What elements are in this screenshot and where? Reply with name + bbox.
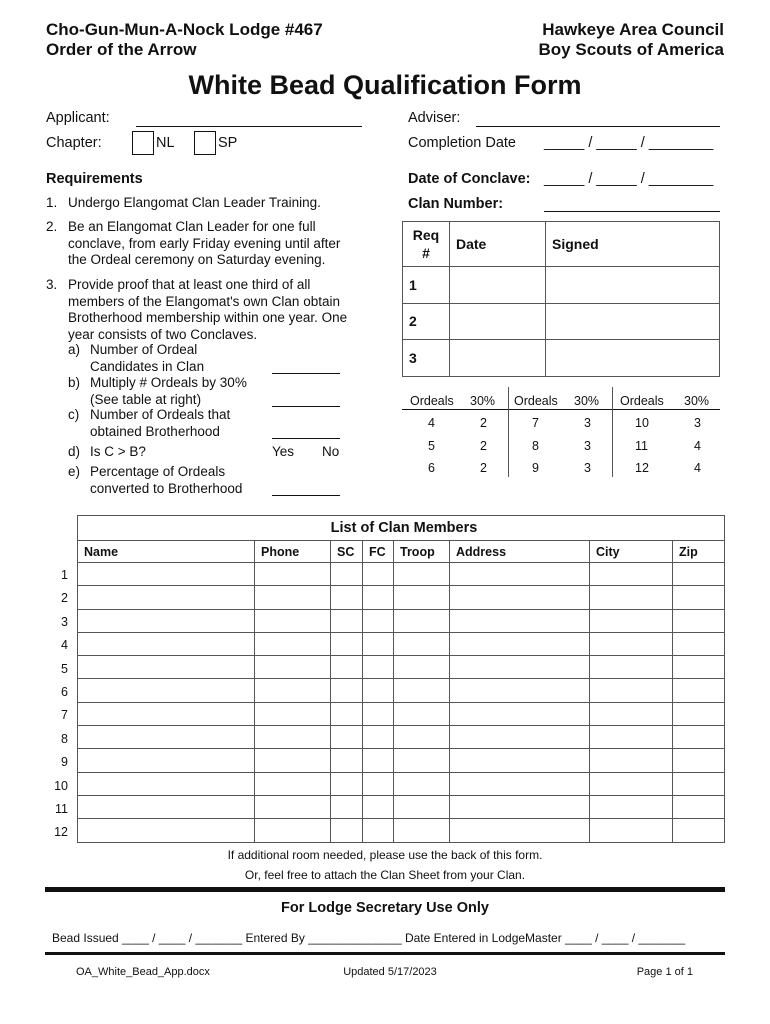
member-cell[interactable] bbox=[363, 702, 394, 725]
pct-value: 2 bbox=[480, 416, 487, 430]
table-row bbox=[78, 632, 725, 655]
row-number: 9 bbox=[61, 755, 68, 770]
member-cell[interactable] bbox=[331, 656, 363, 679]
pct-value: 4 bbox=[694, 439, 701, 453]
member-cell[interactable] bbox=[331, 632, 363, 655]
member-cell[interactable] bbox=[331, 609, 363, 632]
col-troop: Troop bbox=[394, 541, 450, 563]
ordeal-value: 8 bbox=[532, 439, 539, 453]
member-cell[interactable] bbox=[78, 819, 255, 842]
percentage-field[interactable] bbox=[272, 495, 340, 496]
table-row bbox=[78, 702, 725, 725]
yes-option[interactable]: Yes bbox=[272, 444, 295, 459]
ordeal-table-divider bbox=[508, 387, 509, 477]
member-cell[interactable] bbox=[450, 656, 590, 679]
member-cell[interactable] bbox=[673, 795, 725, 818]
member-cell[interactable] bbox=[673, 749, 725, 772]
member-cell[interactable] bbox=[673, 586, 725, 609]
member-cell[interactable] bbox=[78, 632, 255, 655]
member-cell[interactable] bbox=[590, 586, 673, 609]
footer-filename: OA_White_Bead_App.docx bbox=[76, 966, 210, 978]
table-row bbox=[78, 609, 725, 632]
member-cell[interactable] bbox=[255, 819, 331, 842]
member-cell[interactable] bbox=[450, 702, 590, 725]
clan-members-table bbox=[77, 515, 725, 843]
member-cell[interactable] bbox=[78, 749, 255, 772]
table-row bbox=[78, 679, 725, 702]
member-cell[interactable] bbox=[450, 609, 590, 632]
ordeals-header: Ordeals bbox=[410, 394, 454, 408]
member-cell[interactable] bbox=[394, 726, 450, 749]
ordeal-value: 9 bbox=[532, 461, 539, 475]
bsa-name: Boy Scouts of America bbox=[538, 40, 724, 59]
footer-rule bbox=[45, 952, 725, 955]
date-header: Date bbox=[450, 222, 546, 267]
member-cell[interactable] bbox=[363, 586, 394, 609]
ordeal-value: 12 bbox=[635, 461, 649, 475]
member-cell[interactable] bbox=[450, 795, 590, 818]
member-cell[interactable] bbox=[255, 726, 331, 749]
row-number: 12 bbox=[54, 825, 68, 840]
table-row bbox=[78, 586, 725, 609]
conclave-date-field[interactable]: _____ / _____ / ________ bbox=[544, 171, 714, 187]
member-cell[interactable] bbox=[255, 586, 331, 609]
pct-header: 30% bbox=[470, 394, 496, 408]
date-cell[interactable] bbox=[450, 267, 546, 304]
pct-value: 3 bbox=[584, 416, 591, 430]
clan-table-title: List of Clan Members bbox=[78, 516, 725, 541]
ordeal-30pct-field[interactable] bbox=[272, 406, 340, 407]
separator-bar bbox=[45, 887, 725, 892]
pct-value: 4 bbox=[694, 461, 701, 475]
member-cell[interactable] bbox=[331, 563, 363, 586]
member-cell[interactable] bbox=[450, 632, 590, 655]
note-line-1: If additional room needed, please use the back of this form. bbox=[227, 848, 543, 862]
member-cell[interactable] bbox=[450, 726, 590, 749]
row-number: 8 bbox=[61, 731, 68, 746]
completion-date-label: Completion Date bbox=[408, 135, 516, 151]
clan-number-field[interactable] bbox=[544, 211, 720, 212]
clan-number-label: Clan Number: bbox=[408, 196, 504, 212]
date-cell[interactable] bbox=[450, 340, 546, 377]
ordeal-value: 5 bbox=[428, 439, 435, 453]
table-row bbox=[78, 749, 725, 772]
order-name: Order of the Arrow bbox=[46, 40, 197, 59]
member-cell[interactable] bbox=[590, 656, 673, 679]
member-cell[interactable] bbox=[673, 609, 725, 632]
sp-label: SP bbox=[218, 135, 238, 151]
member-cell[interactable] bbox=[394, 772, 450, 795]
applicant-label: Applicant: bbox=[46, 110, 110, 126]
row-number: 6 bbox=[61, 685, 68, 699]
ordeal-value: 10 bbox=[635, 416, 649, 430]
adviser-label: Adviser: bbox=[408, 110, 461, 126]
member-cell[interactable] bbox=[450, 679, 590, 702]
member-cell[interactable] bbox=[78, 586, 255, 609]
pct-header: 30% bbox=[574, 394, 600, 408]
note-line-2: Or, feel free to attach the Clan Sheet from your Clan. bbox=[244, 868, 526, 882]
member-cell[interactable] bbox=[331, 726, 363, 749]
row-number: 11 bbox=[55, 802, 68, 816]
ordeal-value: 7 bbox=[532, 416, 539, 430]
member-cell[interactable] bbox=[590, 795, 673, 818]
nl-checkbox[interactable] bbox=[132, 131, 154, 155]
signature-table bbox=[402, 221, 720, 377]
row-number: 7 bbox=[61, 708, 68, 723]
member-cell[interactable] bbox=[331, 586, 363, 609]
completion-date-field[interactable]: _____ / _____ / ________ bbox=[544, 135, 714, 151]
col-name: Name bbox=[78, 541, 255, 563]
member-cell[interactable] bbox=[673, 632, 725, 655]
pct-value: 2 bbox=[480, 439, 487, 453]
col-phone: Phone bbox=[255, 541, 331, 563]
row-number: 5 bbox=[61, 661, 68, 676]
col-address: Address bbox=[450, 541, 590, 563]
member-cell[interactable] bbox=[590, 726, 673, 749]
signed-cell[interactable] bbox=[546, 340, 720, 377]
member-cell[interactable] bbox=[255, 563, 331, 586]
applicant-field[interactable] bbox=[136, 126, 362, 127]
table-row bbox=[78, 795, 725, 818]
page-title: White Bead Qualification Form bbox=[188, 70, 582, 100]
row-number: 3 bbox=[61, 614, 68, 629]
member-cell[interactable] bbox=[78, 679, 255, 702]
col-fc: FC bbox=[363, 541, 394, 563]
pct-header: 30% bbox=[684, 394, 710, 408]
col-city: City bbox=[590, 541, 673, 563]
pct-value: 3 bbox=[694, 416, 701, 430]
signed-header: Signed bbox=[546, 222, 720, 267]
lodge-name: Cho-Gun-Mun-A-Nock Lodge #467 bbox=[46, 20, 323, 39]
col-sc: SC bbox=[331, 541, 363, 563]
pct-value: 2 bbox=[480, 461, 487, 475]
member-cell[interactable] bbox=[331, 819, 363, 842]
member-cell[interactable] bbox=[331, 749, 363, 772]
member-cell[interactable] bbox=[450, 819, 590, 842]
member-cell[interactable] bbox=[255, 772, 331, 795]
member-cell[interactable] bbox=[363, 726, 394, 749]
council-name: Hawkeye Area Council bbox=[542, 20, 724, 39]
member-cell[interactable] bbox=[331, 772, 363, 795]
member-cell[interactable] bbox=[590, 632, 673, 655]
ordeal-table-rule bbox=[402, 409, 720, 410]
signature-row bbox=[403, 303, 720, 340]
member-cell[interactable] bbox=[590, 609, 673, 632]
ordeals-header: Ordeals bbox=[514, 394, 558, 408]
member-cell[interactable] bbox=[450, 563, 590, 586]
table-row bbox=[78, 726, 725, 749]
member-cell[interactable] bbox=[78, 795, 255, 818]
member-cell[interactable] bbox=[363, 795, 394, 818]
member-cell[interactable] bbox=[363, 563, 394, 586]
table-row bbox=[78, 772, 725, 795]
row-number: 2 bbox=[61, 591, 68, 606]
signed-cell[interactable] bbox=[546, 267, 720, 304]
member-cell[interactable] bbox=[331, 679, 363, 702]
adviser-field[interactable] bbox=[476, 126, 720, 127]
ordeal-table-divider bbox=[612, 387, 613, 477]
requirement-1: 1. Undergo Elangomat Clan Leader Training. bbox=[46, 195, 321, 210]
req-number: 1 bbox=[403, 267, 450, 304]
member-cell[interactable] bbox=[394, 609, 450, 632]
pct-value: 3 bbox=[584, 461, 591, 475]
req-number: 2 bbox=[403, 303, 450, 340]
table-row bbox=[78, 656, 725, 679]
member-cell[interactable] bbox=[255, 679, 331, 702]
signature-row bbox=[403, 267, 720, 304]
member-cell[interactable] bbox=[255, 632, 331, 655]
row-number: 4 bbox=[61, 638, 68, 653]
pct-value: 3 bbox=[584, 439, 591, 453]
req-number: 3 bbox=[403, 340, 450, 377]
ordeal-value: 4 bbox=[428, 416, 435, 430]
date-cell[interactable] bbox=[450, 303, 546, 340]
member-cell[interactable] bbox=[363, 609, 394, 632]
member-cell[interactable] bbox=[394, 702, 450, 725]
member-cell[interactable] bbox=[394, 632, 450, 655]
member-cell[interactable] bbox=[394, 586, 450, 609]
signed-cell[interactable] bbox=[546, 303, 720, 340]
member-cell[interactable] bbox=[255, 656, 331, 679]
member-cell[interactable] bbox=[590, 749, 673, 772]
member-cell[interactable] bbox=[78, 609, 255, 632]
col-zip: Zip bbox=[673, 541, 725, 563]
member-cell[interactable] bbox=[450, 749, 590, 772]
member-cell[interactable] bbox=[673, 656, 725, 679]
requirements-heading: Requirements bbox=[46, 171, 143, 187]
member-cell[interactable] bbox=[394, 656, 450, 679]
member-cell[interactable] bbox=[590, 679, 673, 702]
member-cell[interactable] bbox=[590, 819, 673, 842]
ordeal-value: 6 bbox=[428, 461, 435, 475]
ordeal-count-field[interactable] bbox=[272, 373, 340, 374]
member-cell[interactable] bbox=[394, 563, 450, 586]
member-cell[interactable] bbox=[331, 795, 363, 818]
member-cell[interactable] bbox=[673, 702, 725, 725]
member-cell[interactable] bbox=[673, 819, 725, 842]
ordeals-header: Ordeals bbox=[620, 394, 664, 408]
nl-label: NL bbox=[156, 135, 175, 151]
table-row bbox=[78, 563, 725, 586]
member-cell[interactable] bbox=[363, 656, 394, 679]
member-cell[interactable] bbox=[450, 586, 590, 609]
sp-checkbox[interactable] bbox=[194, 131, 216, 155]
conclave-date-label: Date of Conclave: bbox=[408, 171, 531, 187]
member-cell[interactable] bbox=[78, 656, 255, 679]
member-cell[interactable] bbox=[590, 563, 673, 586]
member-cell[interactable] bbox=[78, 563, 255, 586]
member-cell[interactable] bbox=[394, 819, 450, 842]
member-cell[interactable] bbox=[331, 702, 363, 725]
member-cell[interactable] bbox=[673, 726, 725, 749]
member-cell[interactable] bbox=[363, 632, 394, 655]
req-header: Req # bbox=[403, 222, 450, 267]
member-cell[interactable] bbox=[673, 563, 725, 586]
requirement-3: 3. Provide proof that at least one third of all members of the Elangomat's own Clan obtain Brotherhood membership within one year. One year consists of two Conclaves. bbox=[46, 277, 348, 342]
member-cell[interactable] bbox=[255, 795, 331, 818]
member-cell[interactable] bbox=[78, 772, 255, 795]
member-cell[interactable] bbox=[363, 679, 394, 702]
signature-row bbox=[403, 340, 720, 377]
member-cell[interactable] bbox=[255, 702, 331, 725]
member-cell[interactable] bbox=[363, 749, 394, 772]
ordeal-value: 11 bbox=[635, 439, 648, 453]
secretary-heading: For Lodge Secretary Use Only bbox=[281, 900, 489, 916]
member-cell[interactable] bbox=[450, 772, 590, 795]
member-cell[interactable] bbox=[363, 819, 394, 842]
row-number: 1 bbox=[61, 568, 68, 582]
brotherhood-count-field[interactable] bbox=[272, 438, 340, 439]
member-cell[interactable] bbox=[78, 726, 255, 749]
ordeal-percentage-table bbox=[402, 387, 720, 479]
footer-page: Page 1 of 1 bbox=[636, 966, 693, 978]
member-cell[interactable] bbox=[78, 702, 255, 725]
member-cell[interactable] bbox=[394, 795, 450, 818]
no-option[interactable]: No bbox=[322, 444, 340, 459]
row-number: 10 bbox=[54, 778, 68, 793]
chapter-label: Chapter: bbox=[46, 135, 102, 151]
footer-updated: Updated 5/17/2023 bbox=[343, 966, 437, 978]
table-row bbox=[78, 819, 725, 842]
member-cell[interactable] bbox=[590, 772, 673, 795]
member-cell[interactable] bbox=[255, 609, 331, 632]
member-cell[interactable] bbox=[673, 772, 725, 795]
member-cell[interactable] bbox=[363, 772, 394, 795]
member-cell[interactable] bbox=[394, 679, 450, 702]
secretary-fields[interactable]: Bead Issued ____ / ____ / _______ Entered By ______________ Date Entered in LodgeMaster ____ / ____ / _______ bbox=[52, 931, 686, 945]
member-cell[interactable] bbox=[590, 702, 673, 725]
member-cell[interactable] bbox=[394, 749, 450, 772]
requirement-2: 2. Be an Elangomat Clan Leader for one full conclave, from early Friday evening until after the Ordeal ceremony on Saturday evening. bbox=[46, 219, 341, 267]
member-cell[interactable] bbox=[673, 679, 725, 702]
member-cell[interactable] bbox=[255, 749, 331, 772]
